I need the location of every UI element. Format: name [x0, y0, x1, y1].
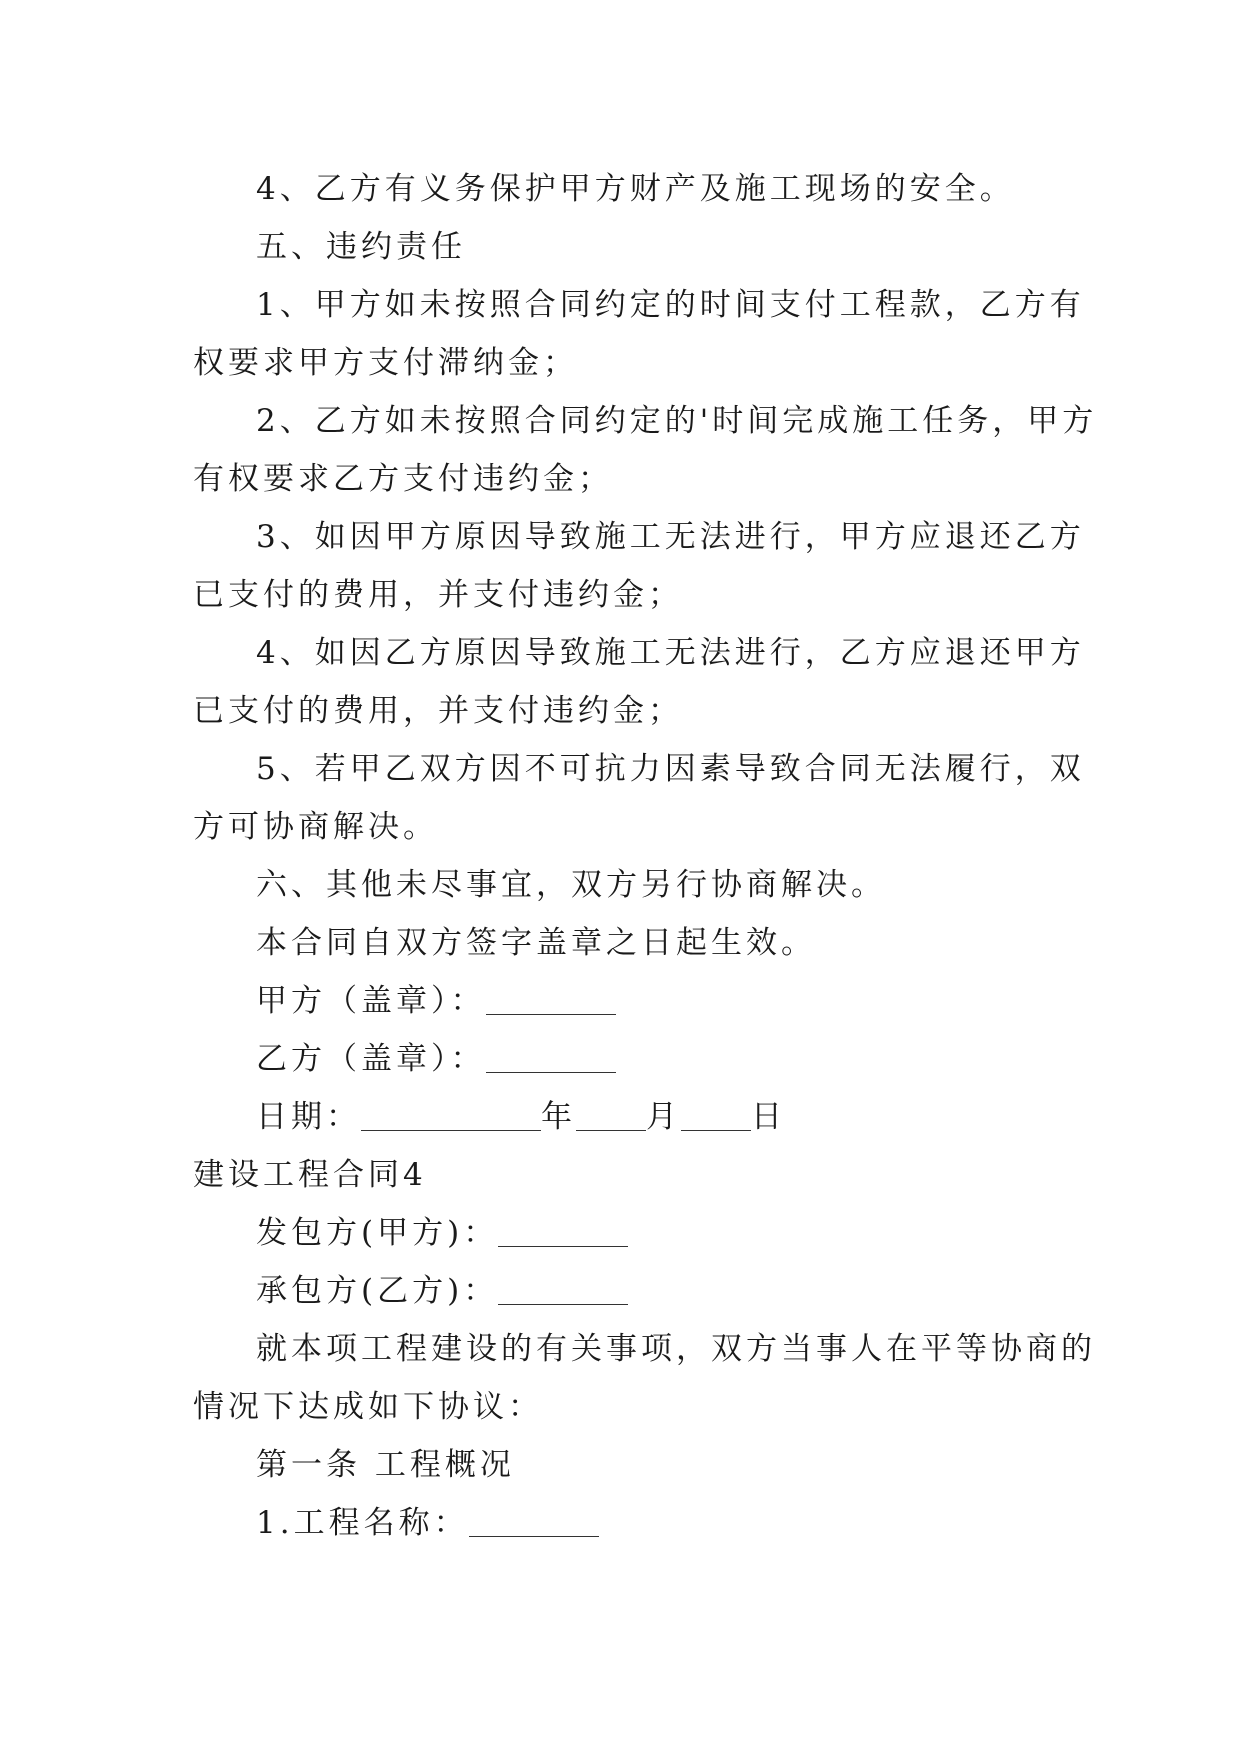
employer-blank[interactable] [498, 1212, 628, 1247]
breach-clause-1-cont: 权要求甲方支付滞纳金； [193, 345, 578, 381]
article-1-heading: 第一条 工程概况 [256, 1447, 515, 1483]
employer-line [193, 1204, 1053, 1262]
day-blank[interactable] [681, 1096, 751, 1131]
party-b-seal-label: 乙方（盖章）： [256, 1041, 486, 1077]
party-b-seal-line [193, 1030, 1053, 1088]
party-b-seal-blank[interactable] [486, 1038, 616, 1073]
party-a-seal-label: 甲方（盖章）： [256, 983, 486, 1019]
agreement-intro-cont: 情况下达成如下协议： [193, 1389, 543, 1425]
contractor-blank[interactable] [498, 1270, 628, 1305]
effective-clause: 本合同自双方签字盖章之日起生效。 [256, 925, 816, 961]
breach-clause-4: 4、如因乙方原因导致施工无法进行，乙方应退还甲方 [256, 635, 1085, 671]
project-name-line [193, 1494, 1053, 1552]
breach-clause-3-cont: 已支付的费用，并支付违约金； [193, 577, 683, 613]
party-a-seal-blank[interactable] [486, 980, 616, 1015]
clause-4-safety: 4、乙方有义务保护甲方财产及施工现场的安全。 [256, 171, 1015, 207]
party-a-seal-line [193, 972, 1053, 1030]
section-6-heading: 六、其他未尽事宜，双方另行协商解决。 [256, 867, 886, 903]
project-name-label: 1.工程名称： [256, 1505, 469, 1541]
contractor-label: 承包方(乙方)： [256, 1273, 499, 1309]
breach-clause-2-cont: 有权要求乙方支付违约金； [193, 461, 613, 497]
breach-clause-2: 2、乙方如未按照合同约定的'时间完成施工任务，甲方 [256, 403, 1098, 439]
year-blank[interactable] [361, 1096, 541, 1131]
contract-body [193, 160, 1098, 1552]
contract-4-title: 建设工程合同4 [193, 1157, 427, 1193]
month-label: 月 [646, 1099, 681, 1135]
month-blank[interactable] [576, 1096, 646, 1131]
breach-clause-5-cont: 方可协商解决。 [193, 809, 438, 845]
date-line [193, 1088, 1053, 1146]
agreement-intro: 就本项工程建设的有关事项，双方当事人在平等协商的 [256, 1331, 1096, 1367]
date-label: 日期： [256, 1099, 361, 1135]
breach-clause-1: 1、甲方如未按照合同约定的时间支付工程款，乙方有 [256, 287, 1085, 323]
day-label: 日 [751, 1099, 786, 1135]
contractor-line [193, 1262, 1053, 1320]
project-name-blank[interactable] [469, 1502, 599, 1537]
year-label: 年 [541, 1099, 576, 1135]
breach-clause-5: 5、若甲乙双方因不可抗力因素导致合同无法履行，双 [256, 751, 1085, 787]
employer-label: 发包方(甲方)： [256, 1215, 499, 1251]
breach-clause-3: 3、如因甲方原因导致施工无法进行，甲方应退还乙方 [256, 519, 1085, 555]
section-5-heading: 五、违约责任 [256, 229, 466, 265]
breach-clause-4-cont: 已支付的费用，并支付违约金； [193, 693, 683, 729]
